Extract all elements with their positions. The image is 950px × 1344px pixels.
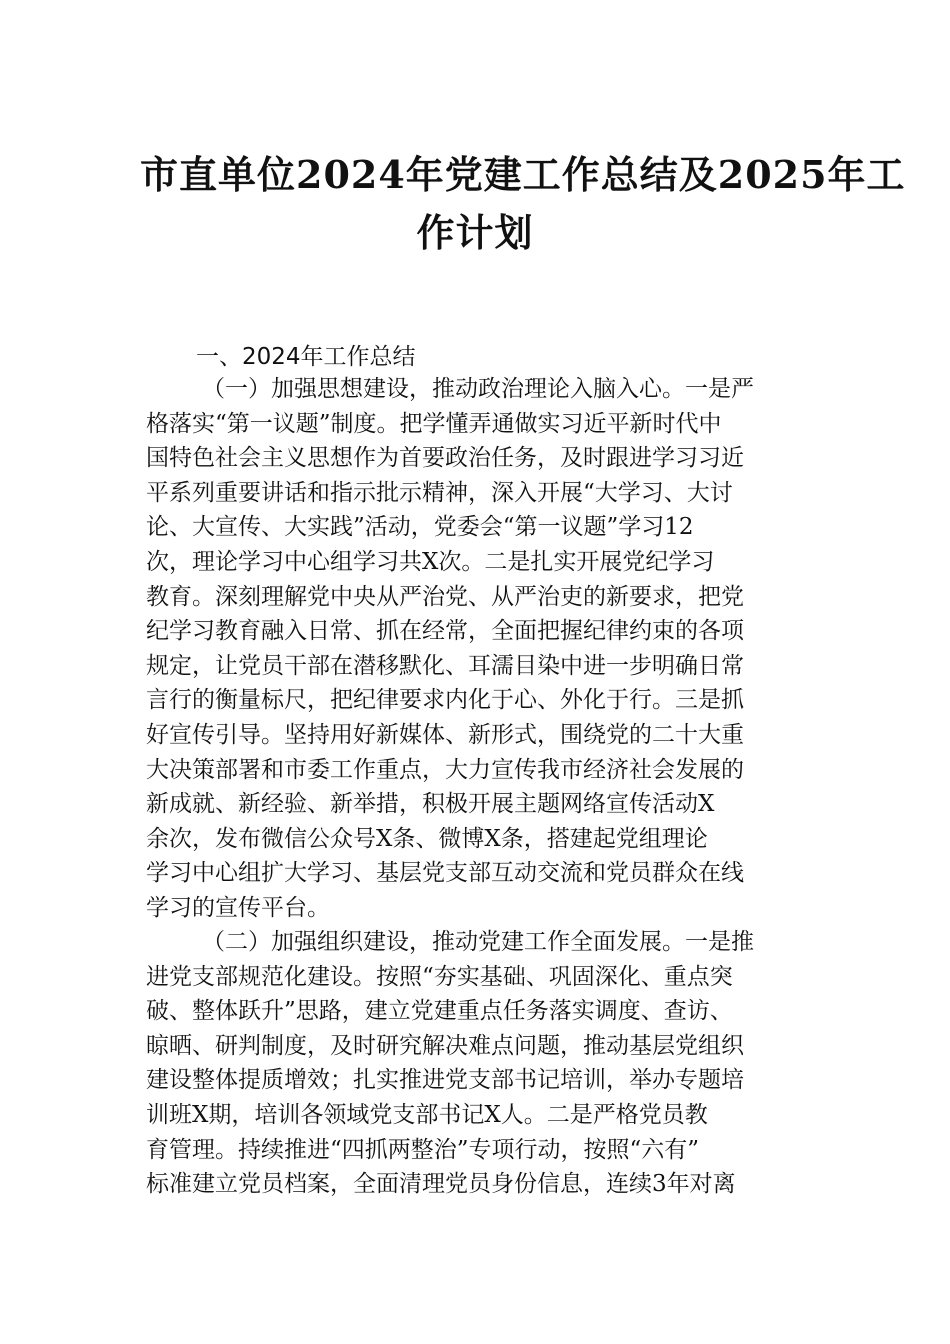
text-line: 次，理论学习中心组学习共X次。二是扎实开展党纪学习 [146, 548, 715, 575]
text-line: 余次，发布微信公众号X条、微博X条，搭建起党组理论 [146, 825, 708, 852]
text-line: 学习中心组扩大学习、基层党支部互动交流和党员群众在线 [146, 860, 744, 887]
paragraph-organization-building [146, 925, 816, 1202]
text-line: 标准建立党员档案，全面清理党员身份信息，连续3年对离 [146, 1171, 736, 1198]
text-line: 建设整体提质增效；扎实推进党支部书记培训，举办专题培 [146, 1067, 744, 1094]
text-line: 教育。深刻理解党中央从严治党、从严治吏的新要求，把党 [146, 583, 744, 610]
paragraph-thought-building [146, 372, 816, 926]
text-line: 学习的宣传平台。 [146, 894, 330, 921]
text-line: 格落实“第一议题”制度。把学懂弄通做实习近平新时代中 [146, 410, 722, 437]
text-line: 论、大宣传、大实践”活动，党委会“第一议题”学习12 [146, 514, 694, 541]
title-line: 作计划 [416, 210, 534, 255]
text-line: 大决策部署和市委工作重点，大力宣传我市经济社会发展的 [146, 756, 744, 783]
text-line: 好宣传引导。坚持用好新媒体、新形式，围绕党的二十大重 [146, 721, 744, 748]
text-line: 训班X期，培训各领域党支部书记X人。二是严格党员教 [146, 1101, 708, 1128]
text-line: 规定，让党员干部在潜移默化、耳濡目染中进一步明确日常 [146, 652, 744, 679]
text-line: （一）加强思想建设，推动政治理论入脑入心。一是严 [202, 376, 754, 402]
title-line: 市直单位2024年党建工作总结及2025年工 [140, 152, 906, 197]
text-line: 平系列重要讲话和指示批示精神，深入开展“大学习、大讨 [146, 479, 733, 506]
text-line: 育管理。持续推进“四抓两整治”专项行动，按照“六有” [146, 1136, 700, 1163]
text-line: 晾晒、研判制度，及时研究解决难点问题，推动基层党组织 [146, 1032, 744, 1059]
text-line: 国特色社会主义思想作为首要政治任务，及时跟进学习习近 [146, 445, 744, 472]
text-line: 纪学习教育融入日常、抓在经常，全面把握纪律约束的各项 [146, 618, 744, 645]
text-line: （二）加强组织建设，推动党建工作全面发展。一是推 [202, 929, 754, 955]
text-line: 新成就、新经验、新举措，积极开展主题网络宣传活动X [146, 791, 715, 818]
text-line: 进党支部规范化建设。按照“夯实基础、巩固深化、重点突 [146, 963, 733, 990]
document-title [140, 146, 906, 262]
text-line: 破、整体跃升”思路，建立党建重点任务落实调度、查访、 [146, 998, 733, 1025]
section-heading: 一、2024年工作总结 [196, 344, 416, 370]
text-line: 言行的衡量标尺，把纪律要求内化于心、外化于行。三是抓 [146, 687, 744, 714]
